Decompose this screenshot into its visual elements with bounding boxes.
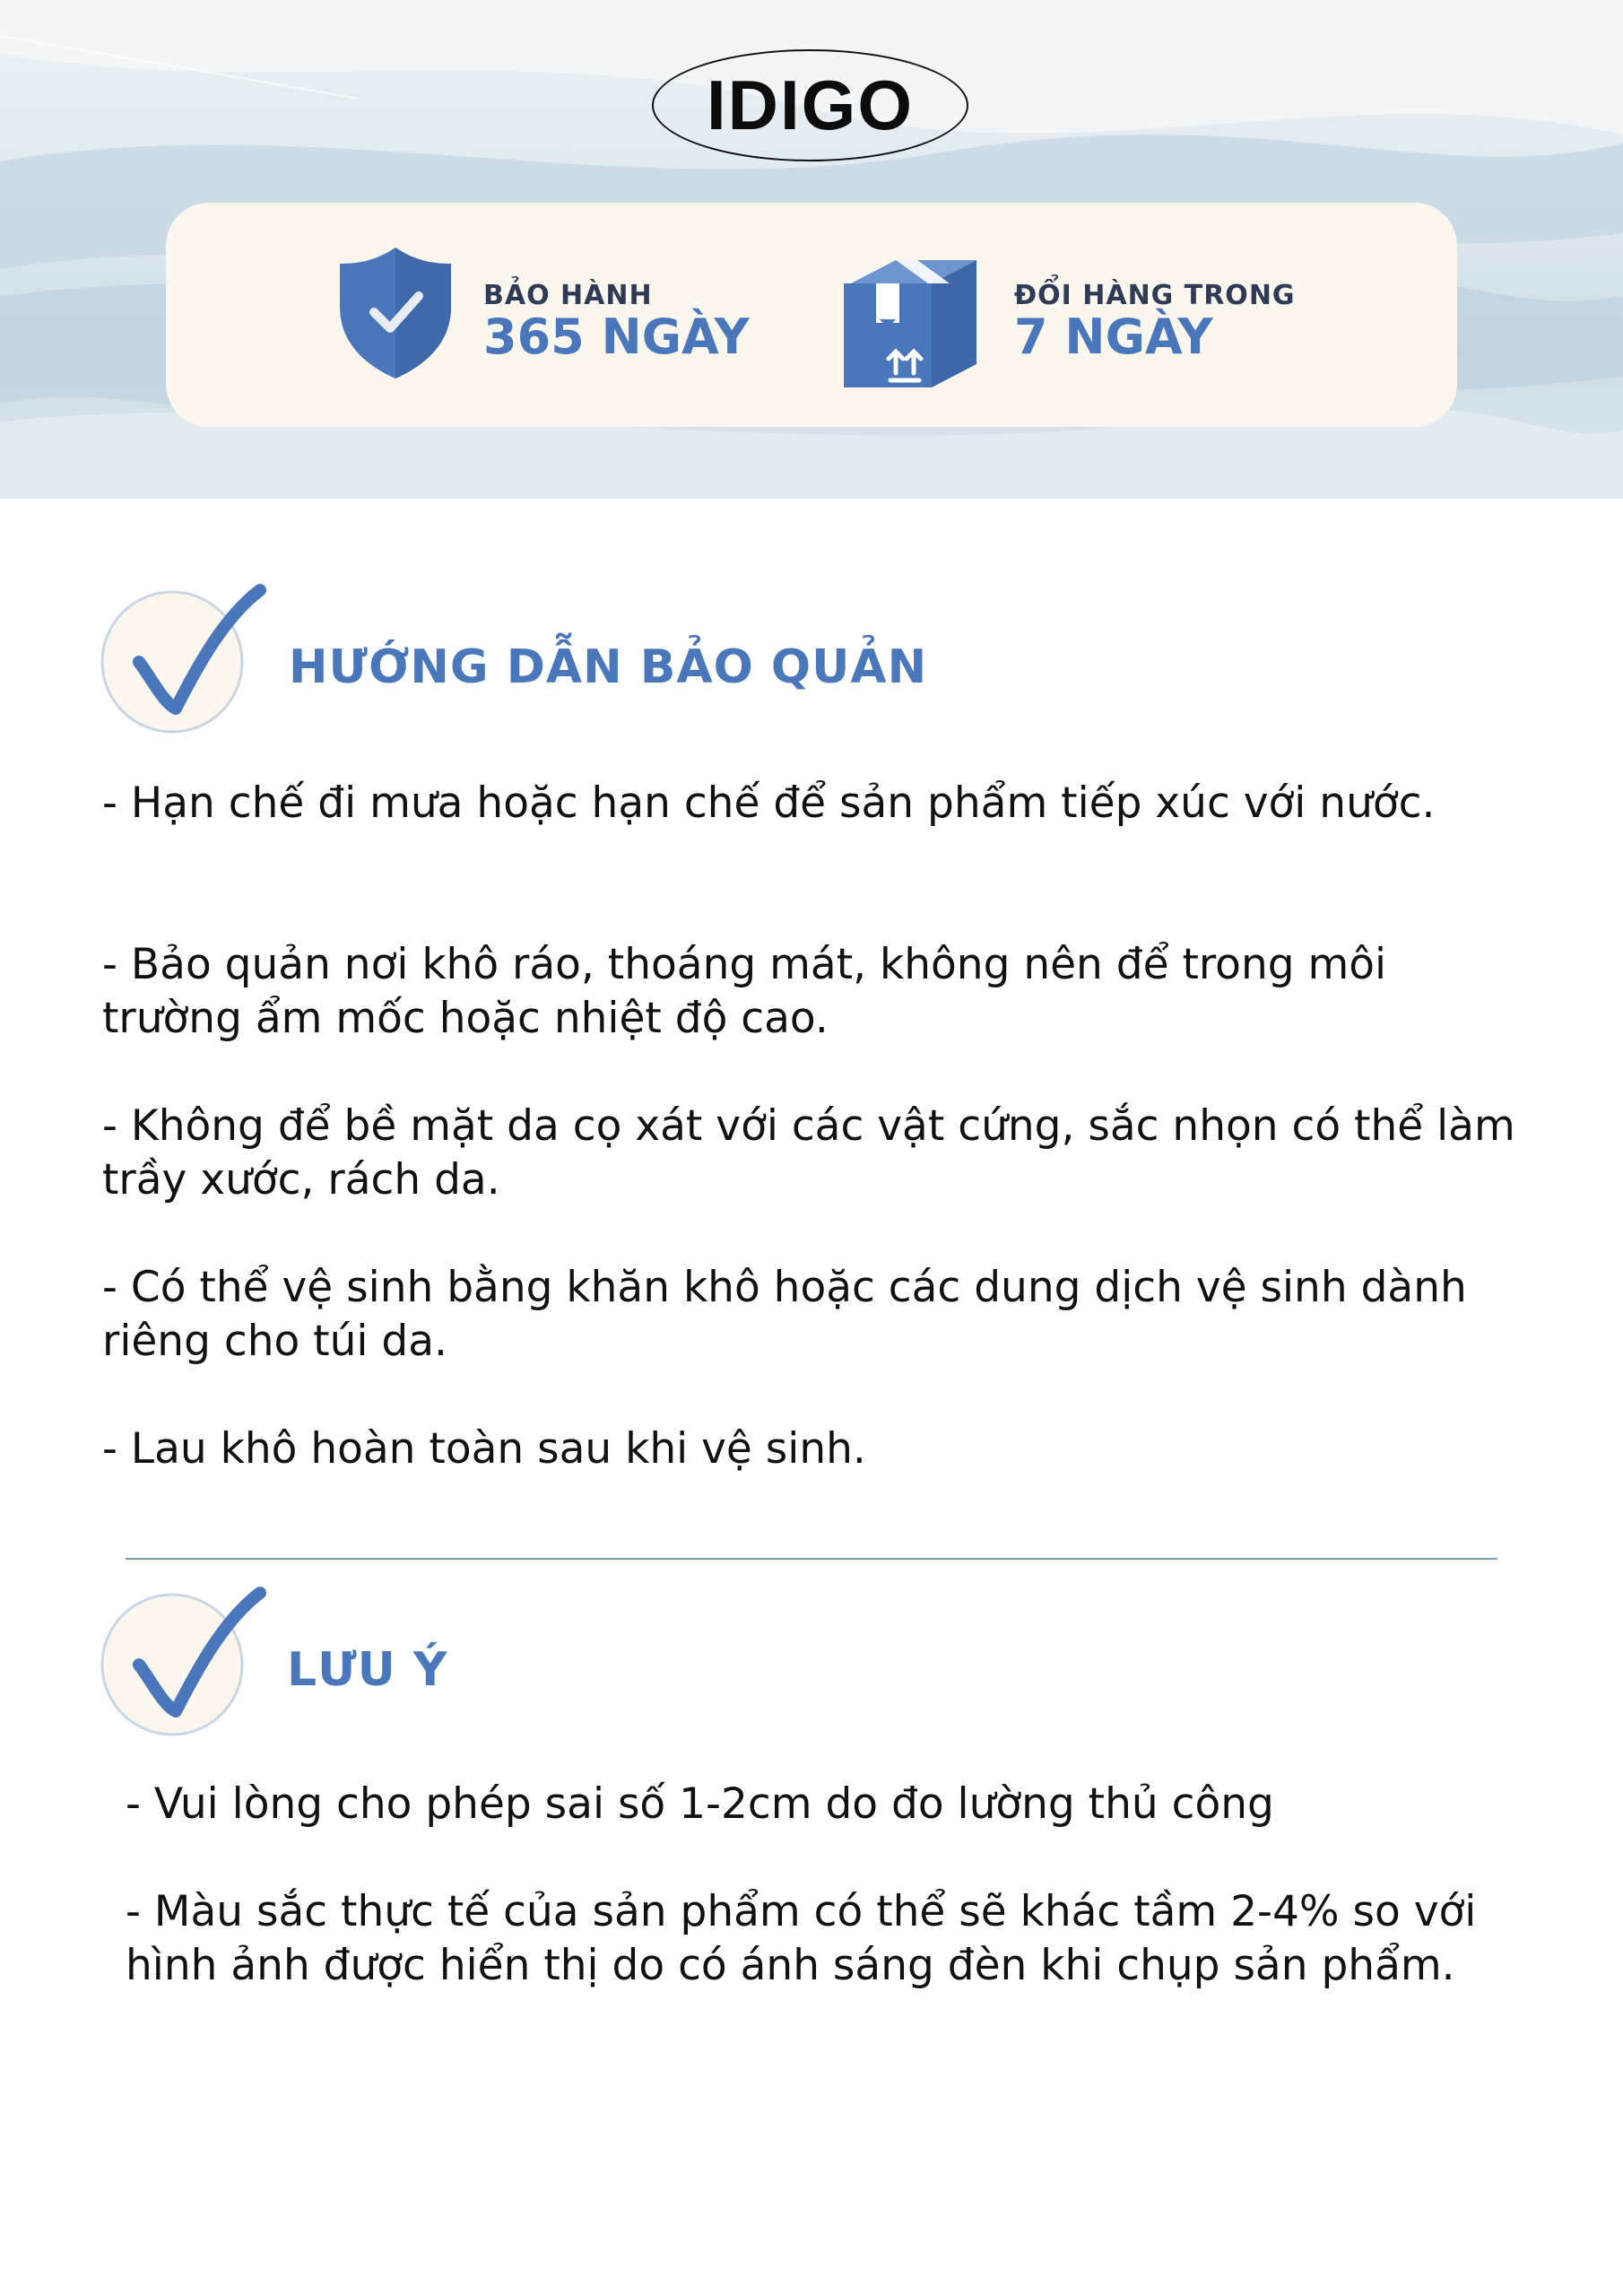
checkmark-icon xyxy=(99,1584,269,1741)
note-item-1: - Vui lòng cho phép sai số 1-2cm do đo lường thủ công xyxy=(126,1779,1274,1829)
exchange-value: 7 NGÀY xyxy=(1014,309,1213,365)
package-box-icon xyxy=(842,257,985,391)
care-item-2: - Bảo quản nơi khô ráo, thoáng mát, không nên để trong môi trường ẩm mốc hoặc nhiệt độ cao. xyxy=(102,940,1387,1043)
section-divider xyxy=(126,1558,1497,1560)
hero-banner xyxy=(0,0,1623,499)
shield-check-icon xyxy=(336,244,455,380)
warranty-label: BẢO HÀNH xyxy=(483,280,653,311)
notes-title: LƯU Ý xyxy=(287,1643,448,1697)
warranty-value: 365 NGÀY xyxy=(483,309,750,365)
care-item-4: - Có thể vệ sinh bằng khăn khô hoặc các dung dịch vệ sinh dành riêng cho túi da. xyxy=(102,1263,1467,1366)
guarantee-panel xyxy=(166,203,1457,427)
care-item-5: - Lau khô hoàn toàn sau khi vệ sinh. xyxy=(102,1424,866,1474)
brand-logo xyxy=(652,49,968,161)
care-item-1: - Hạn chế đi mưa hoặc hạn chế để sản phẩm tiếp xúc với nước. xyxy=(102,778,1436,828)
brand-logo-text: IDIGO xyxy=(706,65,914,144)
checkmark-icon xyxy=(99,581,269,738)
care-title: HƯỚNG DẪN BẢO QUẢN xyxy=(289,640,928,694)
care-item-3: - Không để bề mặt da cọ xát với các vật cứng, sắc nhọn có thể làm trầy xước, rách da. xyxy=(102,1101,1515,1205)
note-item-2: - Màu sắc thực tế của sản phẩm có thể sẽ khác tầm 2-4% so với hình ảnh được hiển thị do có ánh sáng đèn khi chụp sản phẩm. xyxy=(126,1887,1477,1990)
warranty-badge xyxy=(166,203,794,427)
exchange-label: ĐỔI HÀNG TRONG xyxy=(1014,280,1296,311)
exchange-badge xyxy=(794,203,1457,427)
